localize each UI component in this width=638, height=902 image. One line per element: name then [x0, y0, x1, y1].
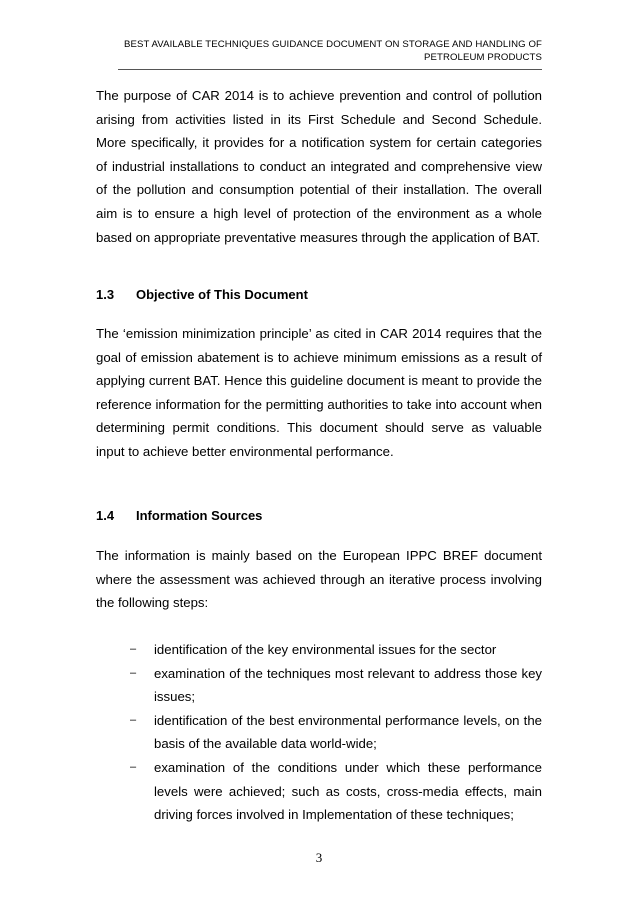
section-number: 1.3	[96, 287, 115, 302]
section-number: 1.4	[96, 508, 115, 523]
list-item	[130, 662, 542, 709]
list-item-text: examination of the techniques most relevant to address those key issues;	[154, 665, 542, 705]
header-line-1: BEST AVAILABLE TECHNIQUES GUIDANCE DOCUMENT ON STORAGE AND HANDLING OF	[123, 39, 542, 50]
bullet-dash: –	[130, 713, 137, 726]
running-header	[96, 38, 542, 64]
section-heading-1-4	[96, 507, 262, 525]
header-line-2: PETROLEUM PRODUCTS	[423, 52, 542, 63]
list-item-text: identification of the key environmental issues for the sector	[154, 642, 497, 657]
steps-list	[130, 638, 542, 827]
bullet-dash: –	[130, 643, 137, 655]
header-divider	[118, 69, 542, 70]
section-title: Information Sources	[136, 508, 263, 523]
list-item	[130, 709, 542, 756]
list-item-text: examination of the conditions under which these performance levels were achieved; such as costs, cross-media effects, main driving forces involved in Implementation of these techniques;	[154, 759, 542, 823]
information-sources-paragraph: The information is mainly based on the European IPPC BREF document where the assessment was achieved through an iterative process involving the following steps:	[96, 548, 542, 611]
section-heading-1-3	[96, 286, 308, 304]
intro-paragraph: The purpose of CAR 2014 is to achieve prevention and control of pollution arising from activities listed in its First Schedule and Second Schedule. More specifically, it provides for a notification system for certain categories of industrial installations to conduct an integrated and comprehensive view of the pollution and consumption potential of their installation. The overall aim is to ensure a high level of protection of the environment as a whole based on appropriate preventative measures through the application of BAT.	[96, 88, 542, 245]
list-item-text: identification of the best environmental performance levels, on the basis of the available data world-wide;	[154, 712, 542, 752]
list-item	[130, 638, 542, 662]
bullet-dash: –	[130, 760, 137, 773]
section-title: Objective of This Document	[136, 287, 308, 302]
list-item	[130, 756, 542, 827]
objective-paragraph: The ‘emission minimization principle’ as cited in CAR 2014 requires that the goal of emission abatement is to achieve minimum emissions as a result of applying current BAT. Hence this guideline document is meant to provide the reference information for the permitting authorities to take into account when determining permit conditions. This document should serve as valuable input to achieve better environmental performance.	[96, 326, 542, 459]
bullet-dash: –	[130, 666, 137, 679]
page-number: 3	[315, 850, 323, 865]
